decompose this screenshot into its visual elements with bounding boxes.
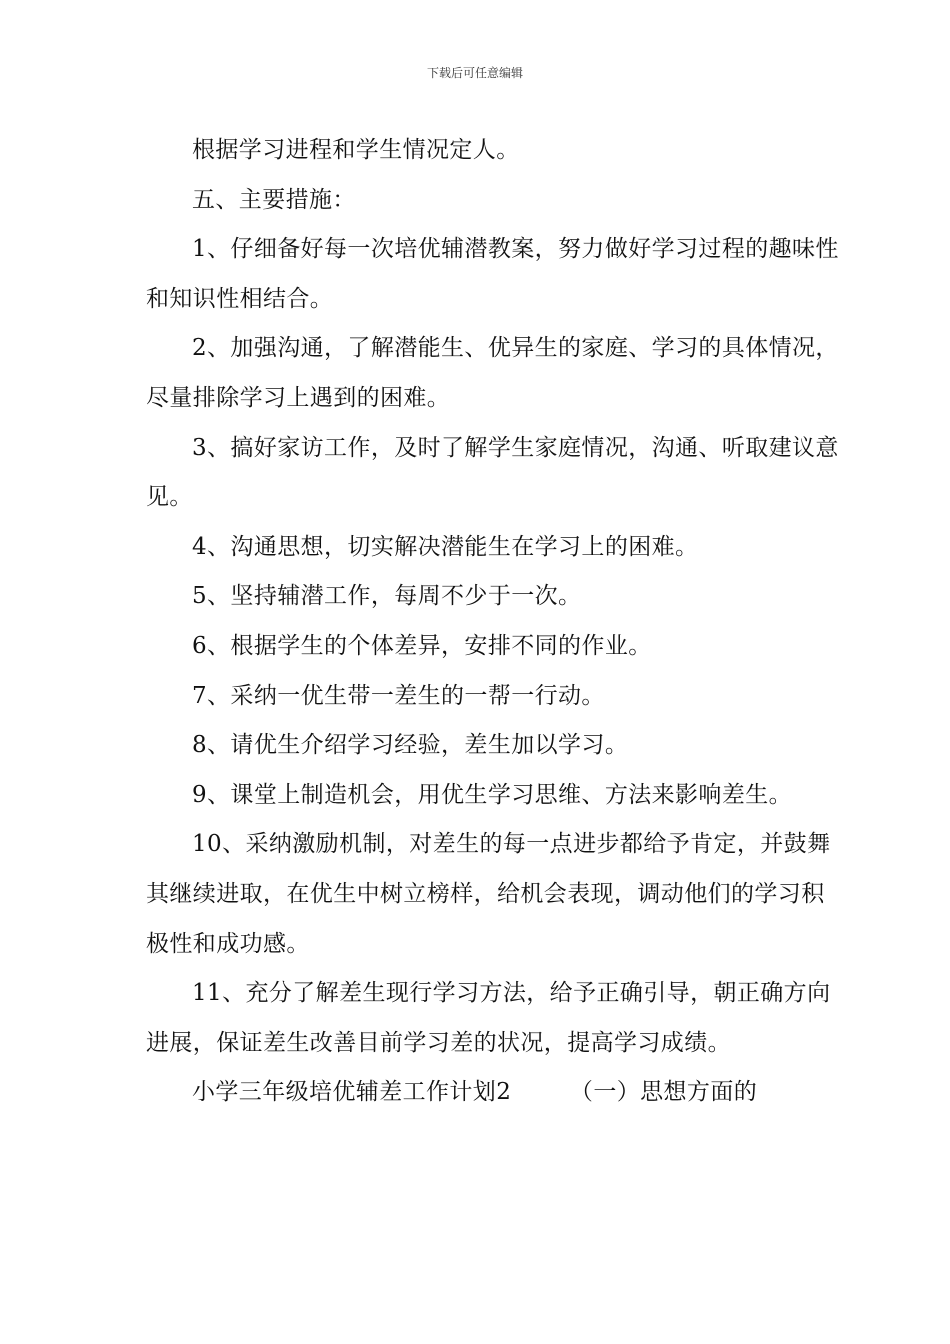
measure-item-7: 7、采纳一优生带一差生的一帮一行动。 [192,682,605,709]
measure-item-4: 4、沟通思想，切实解决潜能生在学习上的困难。 [192,533,699,560]
page-header-note: 下载后可任意编辑 [426,66,523,80]
measure-item-2: 2、加强沟通，了解潜能生、优异生的家庭、学习的具体情况，尽量排除学习上遇到的困难。 [146,335,839,411]
measure-item-8: 8、请优生介绍学习经验，差生加以学习。 [192,732,629,759]
measure-item-5: 5、坚持辅潜工作，每周不少于一次。 [192,583,582,610]
measure-item-3: 3、搞好家访工作，及时了解学生家庭情况，沟通、听取建议意见。 [146,434,839,511]
section-heading-main-measures: 五、主要措施： [192,186,356,213]
document-body [146,126,846,1118]
plan-2-title-line: 小学三年级培优辅差工作计划2 （一）思想方面的 [192,1079,758,1106]
measure-item-1: 1、仔细备好每一次培优辅潜教案，努力做好学习过程的趣味性和知识性相结合。 [146,236,839,312]
measure-item-6: 6、根据学生的个体差异，安排不同的作业。 [192,632,652,659]
measure-item-9: 9、课堂上制造机会，用优生学习思维、方法来影响差生。 [192,781,793,808]
paragraph-assign-by-progress: 根据学习进程和学生情况定人。 [192,137,520,163]
measure-item-11: 11、充分了解差生现行学习方法，给予正确引导，朝正确方向进展，保证差生改善目前学习差的状况，提高学习成绩。 [146,980,831,1056]
measure-item-10: 10、采纳激励机制，对差生的每一点进步都给予肯定，并鼓舞其继续进取，在优生中树立榜样，给机会表现，调动他们的学习积极性和成功感。 [146,831,831,957]
